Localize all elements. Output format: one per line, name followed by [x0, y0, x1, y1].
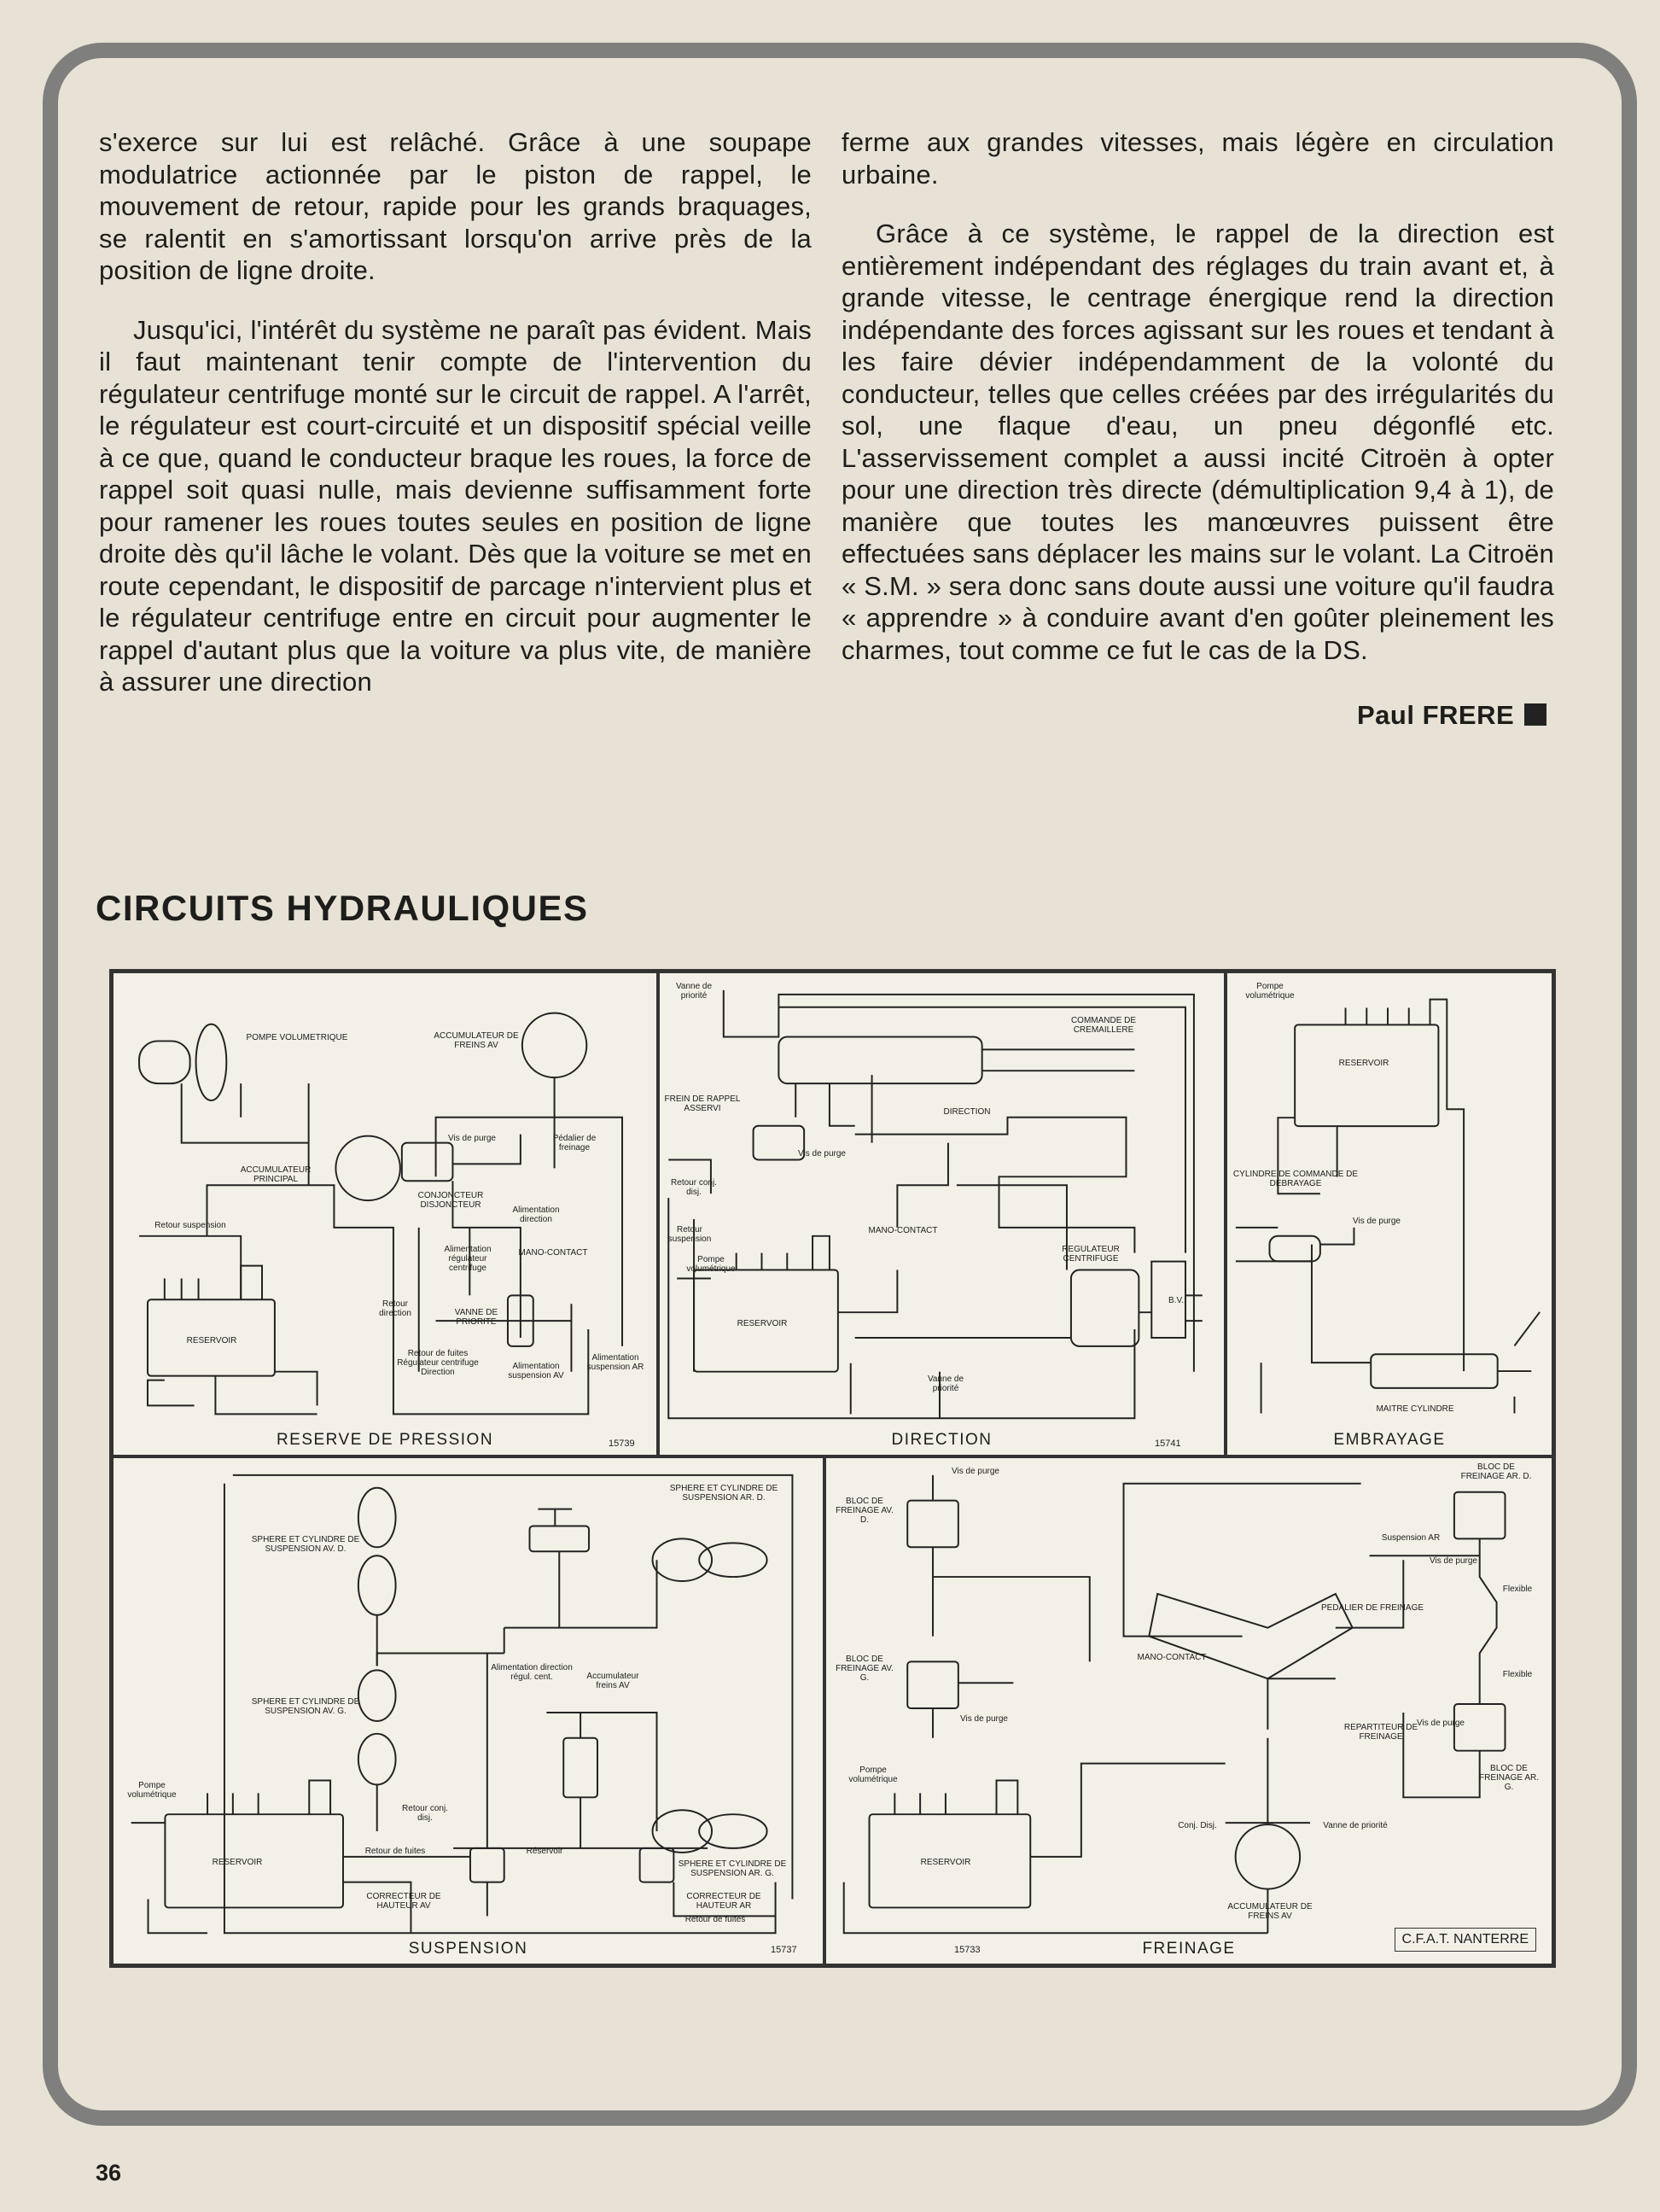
diagram-label: PEDALIER DE FREINAGE	[1320, 1603, 1424, 1613]
author-signature	[1357, 700, 1546, 731]
diagram-label: Flexible	[1502, 1585, 1533, 1594]
reference-number: 15741	[1155, 1439, 1181, 1449]
paragraph: ferme aux grandes vitesses, mais légère en circulation urbaine.	[842, 127, 1554, 190]
diagram-label: Vis de purge	[798, 1149, 846, 1159]
reserve-diagram	[114, 973, 656, 1455]
panel-suspension	[112, 1456, 824, 1965]
diagram-label: Retour suspension	[154, 1221, 226, 1230]
diagram-label: Retour conj. disj.	[671, 1178, 717, 1197]
diagram-label: VANNE DE PRIORITE	[454, 1308, 498, 1327]
diagram-label: REGULATEUR CENTRIFUGE	[1062, 1245, 1120, 1264]
diagram-label: Pompe volumétrique	[848, 1766, 898, 1784]
diagram-label: Pompe volumétrique	[1245, 982, 1295, 1001]
diagram-label: RESERVOIR	[212, 1858, 263, 1867]
diagram-label: Alimentation suspension AV	[508, 1362, 564, 1380]
diagram-label: Vis de purge	[1417, 1719, 1465, 1728]
panel-freinage	[824, 1456, 1553, 1965]
article-column-right	[842, 126, 1554, 666]
diagram-label: Retour de fuites	[684, 1915, 746, 1924]
panel-title: FREINAGE	[1142, 1940, 1236, 1958]
diagram-label: Pédalier de freinage	[552, 1134, 597, 1153]
diagram-label: DIRECTION	[943, 1107, 991, 1117]
diagram-label: Alimentation régulateur centrifuge	[444, 1245, 492, 1273]
suspension-diagram	[114, 1458, 823, 1964]
diagram-label: SPHERE ET CYLINDRE DE SUSPENSION AV. D.	[251, 1535, 360, 1554]
diagram-label: CORRECTEUR DE HAUTEUR AV	[366, 1892, 441, 1911]
diagram-label: MAITRE CYLINDRE	[1376, 1404, 1454, 1414]
diagram-label: ACCUMULATEUR DE FREINS AV	[434, 1031, 519, 1050]
panel-title: SUSPENSION	[408, 1940, 528, 1958]
diagram-label: Vanne de priorité	[1323, 1821, 1388, 1830]
paragraph: s'exerce sur lui est relâché. Grâce à une soupape modulatrice actionnée par le piston de rappel, le mouvement de retour, rapide pour les grands braquages, se ralentit en s'amortissant lorsqu'on arrive près de la position de ligne droite.	[99, 127, 812, 285]
diagram-label: RESERVOIR	[737, 1319, 788, 1328]
diagram-label: SPHERE ET CYLINDRE DE SUSPENSION AV. G.	[251, 1697, 360, 1716]
diagram-label: MANO-CONTACT	[518, 1248, 588, 1258]
diagram-label: BLOC DE FREINAGE AR. G.	[1478, 1764, 1539, 1792]
diagram-label: Retour de fuites	[364, 1847, 426, 1856]
diagram-label: MANO-CONTACT	[1137, 1653, 1207, 1662]
reference-number: 15739	[609, 1439, 635, 1449]
diagram-label: ACCUMULATEUR DE FREINS AV	[1227, 1902, 1313, 1921]
diagram-label: Retour suspension	[667, 1225, 712, 1244]
diagram-label: RESERVOIR	[920, 1858, 971, 1867]
reference-number: 15737	[771, 1945, 797, 1955]
diagram-label: MANO-CONTACT	[868, 1226, 938, 1235]
diagram-label: BLOC DE FREINAGE AV. D.	[836, 1497, 894, 1525]
panel-embrayage	[1226, 972, 1553, 1456]
diagram-label: Vis de purge	[960, 1714, 1008, 1724]
diagram-label: BLOC DE FREINAGE AR. D.	[1460, 1462, 1532, 1481]
diagram-label: Retour conj. disj.	[402, 1804, 448, 1823]
panel-direction	[658, 972, 1226, 1456]
diagram-label: Pompe volumétrique	[127, 1781, 177, 1800]
author-name: Paul FRERE	[1357, 700, 1515, 730]
diagram-label: RESERVOIR	[186, 1336, 237, 1345]
credit-stamp: C.F.A.T. NANTERRE	[1395, 1928, 1536, 1952]
diagram-label: Vanne de priorité	[675, 982, 713, 1001]
article-column-left	[99, 126, 812, 698]
diagram-label: FREIN DE RAPPEL ASSERVI	[664, 1094, 741, 1113]
diagram-label: Alimentation direction régul. cent.	[491, 1663, 573, 1682]
diagram-label: CORRECTEUR DE HAUTEUR AR	[686, 1892, 761, 1911]
diagram-label: Conj. Disj.	[1178, 1821, 1217, 1830]
diagram-label: Vanne de priorité	[927, 1374, 964, 1393]
diagram-label: Réservoir	[526, 1847, 563, 1856]
diagram-label: COMMANDE DE CREMAILLERE	[1070, 1016, 1137, 1035]
diagram-label: CYLINDRE DE COMMANDE DE DEBRAYAGE	[1232, 1170, 1359, 1188]
panel-title: EMBRAYAGE	[1333, 1431, 1446, 1449]
diagram-label: Accumulateur freins AV	[586, 1672, 639, 1690]
diagram-label: Flexible	[1502, 1670, 1533, 1679]
diagram-label: REPARTITEUR DE FREINAGE	[1343, 1723, 1418, 1742]
diagram-label: SPHERE ET CYLINDRE DE SUSPENSION AR. G.	[678, 1859, 787, 1878]
diagram-label: Vis de purge	[448, 1134, 496, 1143]
panel-reserve-pression	[112, 972, 658, 1456]
panel-title: DIRECTION	[891, 1431, 993, 1449]
diagram-label: Suspension AR	[1381, 1533, 1441, 1543]
diagram-label: CONJONCTEUR DISJONCTEUR	[417, 1191, 484, 1210]
diagram-label: Alimentation suspension AR	[586, 1353, 644, 1372]
diagram-label: BLOC DE FREINAGE AV. G.	[836, 1655, 894, 1683]
reference-number: 15733	[954, 1945, 981, 1955]
embrayage-diagram	[1227, 973, 1552, 1455]
paragraph: Grâce à ce système, le rappel de la direction est entièrement indépendant des réglages du train avant et, à grande vitesse, le centrage énergique rend la direction indépendante des forces agissant sur les roues et tendant à les faire dévier indépendamment de la volonté du conducteur, telles que celles créées par des irrégularités du sol, une flaque d'eau, un pneu dégonflé etc. L'asservissement complet a aussi incité Citroën à opter pour une direction très directe (démultiplication 9,4 à 1), de manière que toutes les manœuvres puissent être effectuées sans déplacer les mains sur le volant. La Citroën « S.M. » sera donc sans doute aussi une voiture qu'il faudra « apprendre » à conduire avant d'en goûter pleinement les charmes, tout comme ce fut le cas de la DS.	[842, 219, 1554, 665]
diagram-label: Vis de purge	[1353, 1217, 1401, 1226]
diagram-label: ACCUMULATEUR PRINCIPAL	[240, 1165, 312, 1184]
end-mark-icon	[1524, 703, 1546, 726]
diagram-label: RESERVOIR	[1338, 1059, 1389, 1068]
diagram-label: POMPE VOLUMETRIQUE	[246, 1033, 348, 1042]
diagram-label: B.V.	[1168, 1296, 1184, 1305]
section-title: CIRCUITS HYDRAULIQUES	[96, 888, 589, 928]
diagram-label: SPHERE ET CYLINDRE DE SUSPENSION AR. D.	[669, 1484, 778, 1503]
hydraulic-diagrams	[109, 969, 1556, 1968]
diagram-label: Vis de purge	[952, 1467, 999, 1476]
panel-title: RESERVE DE PRESSION	[276, 1431, 494, 1449]
diagram-label: Pompe volumétrique	[686, 1255, 736, 1274]
page-number: 36	[96, 2160, 122, 2186]
diagram-label: Alimentation direction	[512, 1205, 560, 1224]
diagram-label: Retour de fuites Régulateur centrifuge Direction	[397, 1349, 479, 1377]
diagram-label: Vis de purge	[1430, 1556, 1477, 1566]
diagram-label: Retour direction	[379, 1299, 411, 1318]
paragraph: Jusqu'ici, l'intérêt du système ne paraît pas évident. Mais il faut maintenant tenir compte de l'intervention du régulateur centrifuge monté sur le circuit de rappel. A l'arrêt, le régulateur est court-circuité et un dispositif spécial veille à ce que, quand le conducteur braque les roues, la force de rappel soit quasi nulle, mais devienne suffisamment forte pour ramener les roues toutes seules en position de ligne droite dès qu'il lâche le volant. Dès que la voiture se met en route cependant, le dispositif de parcage n'intervient plus et le régulateur centrifuge entre en circuit pour augmenter le rappel d'autant plus que la voiture va plus vite, de manière à assurer une direction	[99, 314, 812, 697]
